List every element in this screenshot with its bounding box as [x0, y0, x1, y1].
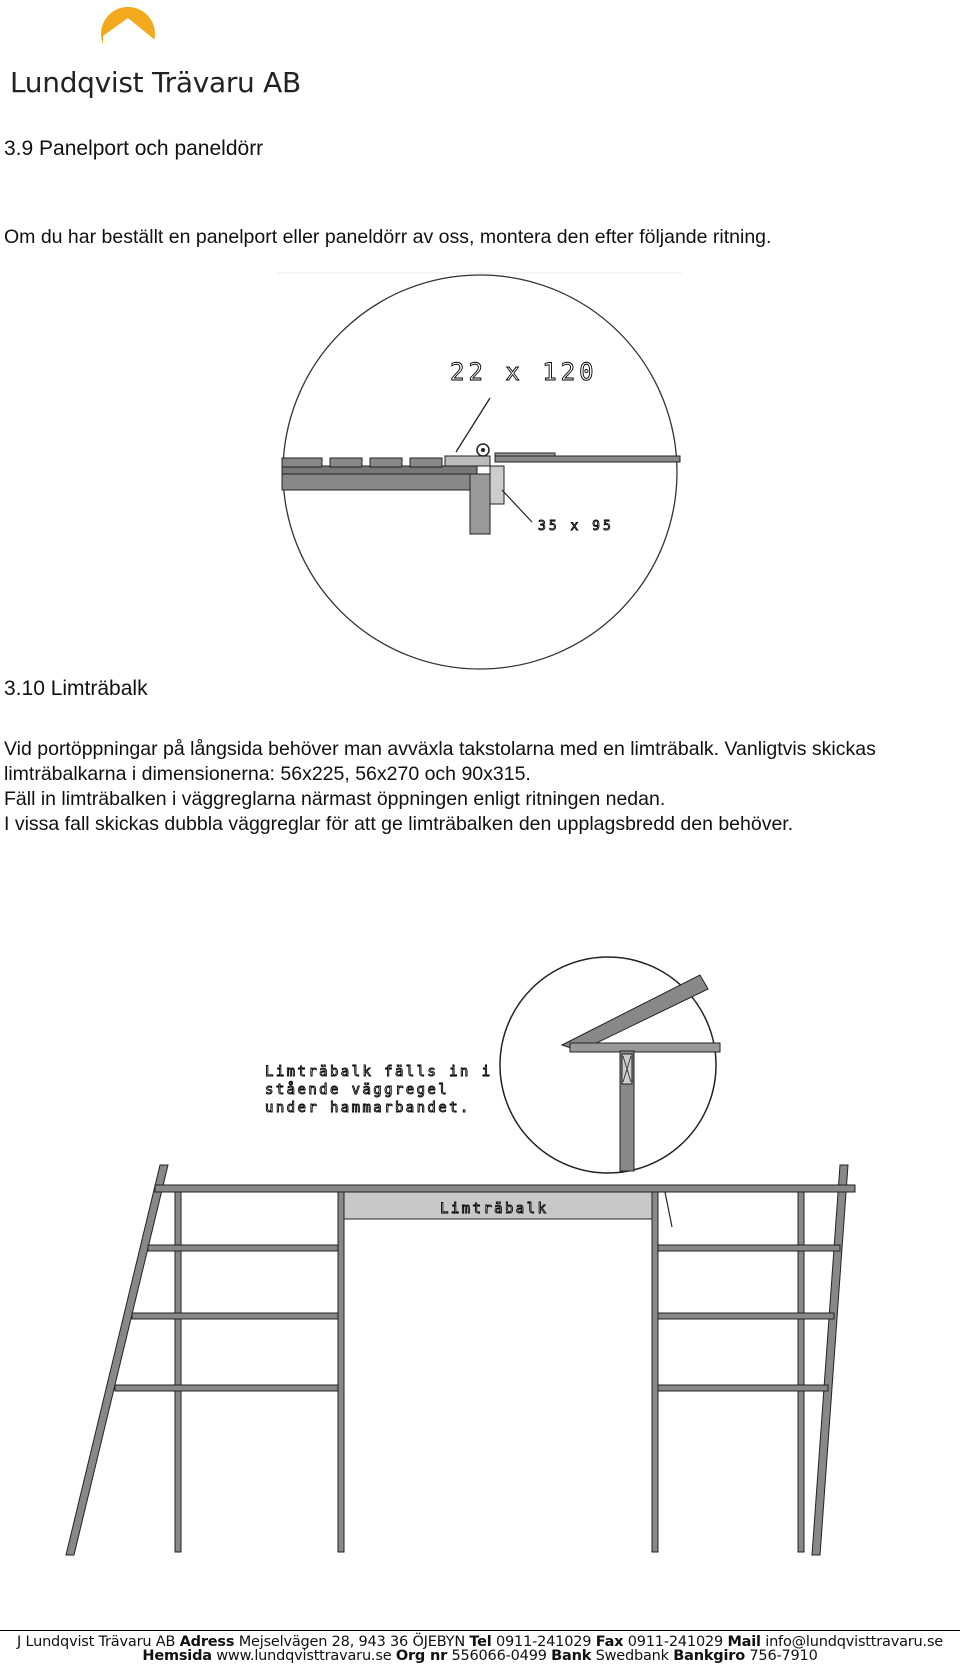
callout-line-3: under hammarbandet. [265, 1100, 471, 1116]
footer-tel: 0911-241029 [496, 1634, 592, 1650]
section-heading-3-10: 3.10 Limträbalk [4, 677, 148, 700]
footer-address: Mejselvägen 28, 943 36 ÖJEBYN [238, 1634, 465, 1650]
footer-bank: Swedbank [595, 1648, 669, 1664]
footer-mail-label: Mail [727, 1634, 761, 1650]
footer-web: www.lundqvisttravaru.se [216, 1648, 392, 1664]
footer-org: 556066-0499 [451, 1648, 547, 1664]
section-heading-3-9: 3.9 Panelport och paneldörr [4, 137, 264, 160]
footer-fax: 0911-241029 [627, 1634, 724, 1650]
dimension-label-22x120: 22 x 120 [450, 358, 598, 386]
logo-wordmark: Lundqvist Trävaru AB [10, 66, 301, 99]
section-text-3-9: Om du har beställt en panelport eller paneldörr av oss, montera den efter följande ritning. [4, 226, 772, 248]
footer-tel-label: Tel [469, 1634, 492, 1650]
footer-fax-label: Fax [595, 1634, 624, 1650]
footer-bankgiro: 756-7910 [749, 1648, 818, 1664]
footer-web-label: Hemsida [142, 1648, 212, 1664]
section-text-line-1: Vid portöppningar på långsida behöver man avväxla takstolarna med en limträbalk. Vanligtvis skickas [4, 738, 876, 760]
footer-divider [0, 1630, 960, 1631]
limtrabalk-wall-drawing [60, 955, 880, 1565]
footer-org-label: Org nr [395, 1648, 448, 1664]
footer-company: J Lundqvist Trävaru AB [16, 1634, 176, 1650]
beam-label: Limträbalk [440, 1201, 549, 1217]
panelport-detail-drawing [270, 270, 690, 675]
section-text-line-2: limträbalkarna i dimensionerna: 56x225, 56x270 och 90x315. [4, 763, 531, 785]
section-text-line-3: Fäll in limträbalken i väggreglarna närmast öppningen enligt ritningen nedan. [4, 788, 666, 810]
footer-bank-label: Bank [551, 1648, 592, 1664]
footer-mail: info@lundqvisttravaru.se [765, 1634, 944, 1650]
callout-line-1: Limträbalk fälls in i [265, 1064, 493, 1080]
footer-bankgiro-label: Bankgiro [673, 1648, 745, 1664]
footer-line-2 [0, 1648, 960, 1664]
callout-line-2: stående väggregel [265, 1082, 450, 1098]
section-text-line-4: I vissa fall skickas dubbla väggreglar för att ge limträbalken den upplagsbredd den behöver. [4, 813, 794, 835]
dimension-label-35x95: 35 x 95 [538, 519, 614, 534]
footer-address-label: Adress [179, 1634, 235, 1650]
